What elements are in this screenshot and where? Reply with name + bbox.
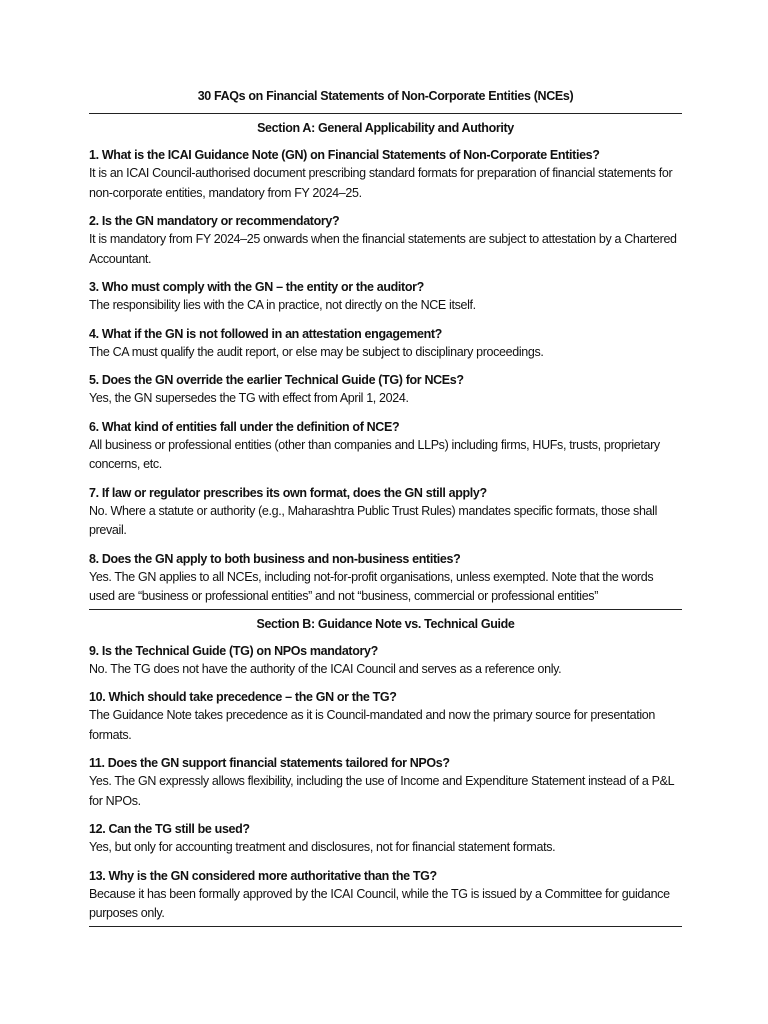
faq-answer: Yes. The GN applies to all NCEs, including not-for-profit organisations, unless exempted. Note that the words used are “business or professional entities” and not “business, commercial or professional entities” [89, 569, 654, 603]
faq-question: 13. Why is the GN considered more authoritative than the TG? [89, 868, 437, 883]
faq-answer: Yes. The GN expressly allows flexibility, including the use of Income and Expenditure Statement instead of a P&L for NPOs. [89, 774, 674, 808]
faq-question: 9. Is the Technical Guide (TG) on NPOs mandatory? [89, 643, 378, 658]
faq-question: 1. What is the ICAI Guidance Note (GN) on Financial Statements of Non-Corporate Entities? [89, 148, 600, 162]
faq-item-4 [89, 325, 682, 365]
faq-item-2 [89, 212, 682, 271]
faq-answer: It is mandatory from FY 2024–25 onwards when the financial statements are subject to attestation by a Chartered Accountant. [89, 232, 677, 266]
section-a [89, 114, 682, 609]
faq-item-5 [89, 371, 682, 411]
faq-question: 12. Can the TG still be used? [89, 822, 250, 836]
faq-answer: The responsibility lies with the CA in practice, not directly on the NCE itself. [89, 298, 476, 312]
faq-item-13 [89, 867, 682, 926]
faq-question: 4. What if the GN is not followed in an attestation engagement? [89, 326, 442, 341]
document-title: 30 FAQs on Financial Statements of Non-Corporate Entities (NCEs) [197, 89, 574, 103]
section-b [89, 610, 682, 926]
faq-answer: Yes, but only for accounting treatment and disclosures, not for financial statement formats. [89, 840, 556, 854]
faq-answer: The CA must qualify the audit report, or else may be subject to disciplinary proceedings. [89, 344, 544, 359]
faq-item-10 [89, 688, 682, 747]
faq-item-8 [89, 550, 682, 609]
faq-answer: All business or professional entities (other than companies and LLPs) including firms, HUFs, trusts, proprietary concerns, etc. [89, 437, 660, 471]
faq-answer: No. The TG does not have the authority of the ICAI Council and serves as a reference only. [89, 661, 562, 676]
faq-item-3 [89, 278, 682, 318]
faq-question: 3. Who must comply with the GN – the entity or the auditor? [89, 280, 424, 294]
faq-item-7 [89, 484, 682, 543]
faq-item-9 [89, 642, 682, 682]
faq-item-6 [89, 418, 682, 477]
document-content [89, 88, 682, 927]
faq-item-11 [89, 754, 682, 813]
faq-answer: It is an ICAI Council-authorised document prescribing standard formats for preparation of financial statements for non-corporate entities, mandatory from FY 2024–25. [89, 166, 673, 200]
faq-question: 11. Does the GN support financial statements tailored for NPOs? [89, 756, 450, 770]
section-a-title: Section A: General Applicability and Authority [257, 121, 514, 135]
faq-question: 2. Is the GN mandatory or recommendatory? [89, 214, 340, 228]
faq-question: 10. Which should take precedence – the GN or the TG? [89, 690, 397, 704]
faq-question: 5. Does the GN override the earlier Technical Guide (TG) for NCEs? [89, 373, 464, 387]
faq-answer: Yes, the GN supersedes the TG with effect from April 1, 2024. [89, 391, 409, 405]
faq-answer: The Guidance Note takes precedence as it is Council-mandated and now the primary source for presentation formats. [89, 708, 656, 742]
faq-question: 7. If law or regulator prescribes its own format, does the GN still apply? [89, 485, 487, 500]
bottom-divider [89, 926, 682, 927]
faq-question: 6. What kind of entities fall under the definition of NCE? [89, 419, 400, 434]
faq-answer: No. Where a statute or authority (e.g., Maharashtra Public Trust Rules) mandates specific formats, those shall prevail. [89, 503, 658, 537]
faq-question: 8. Does the GN apply to both business and non-business entities? [89, 551, 461, 566]
faq-item-1 [89, 146, 682, 205]
faq-item-12 [89, 820, 682, 860]
section-b-title: Section B: Guidance Note vs. Technical Guide [256, 616, 515, 631]
faq-answer: Because it has been formally approved by the ICAI Council, while the TG is issued by a Committee for guidance purposes only. [89, 886, 670, 920]
